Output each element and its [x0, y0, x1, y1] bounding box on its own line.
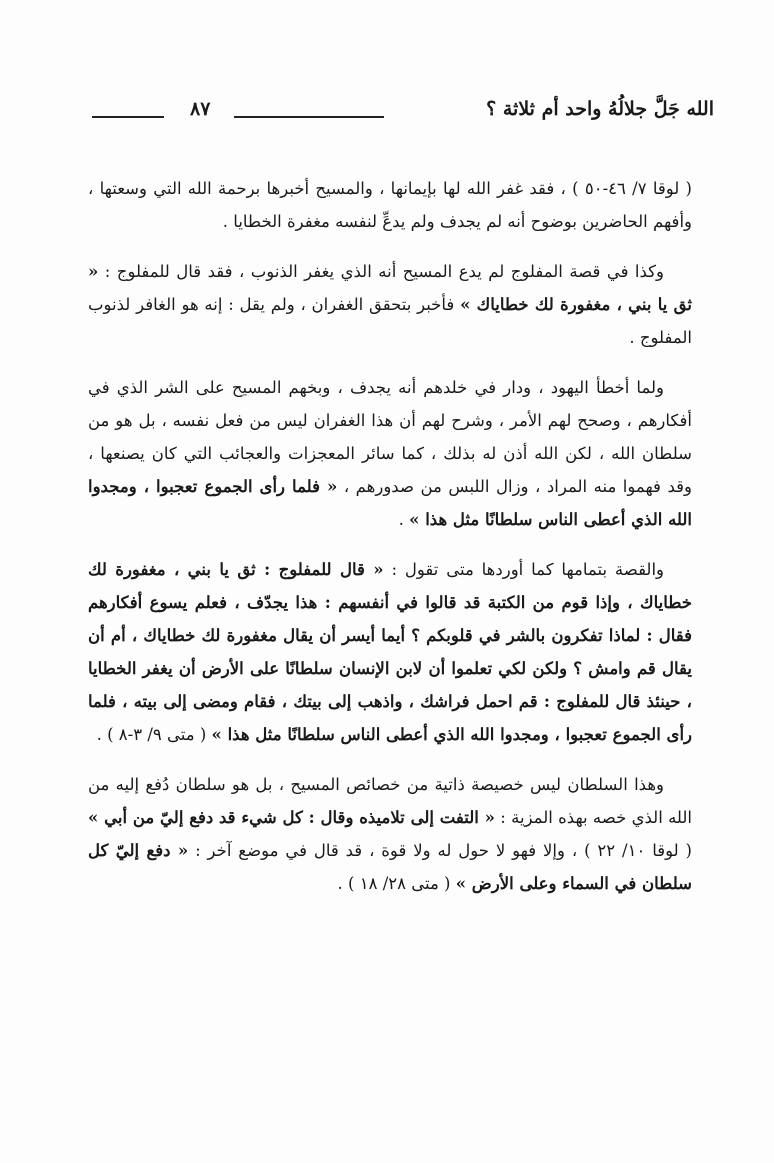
header-rule — [92, 116, 164, 118]
text-segment: والقصة بتمامها كما أوردها متى تقول : — [383, 560, 664, 579]
header-title: الله جَلَّ جلالُهُ واحد أم ثلاثة ؟ — [486, 98, 714, 120]
text-segment: ( متى ٩/ ٣-٨ ) . — [96, 725, 212, 744]
quote-segment: « فلما رأى الجموع تعجبوا ، ومجدوا الله الذي أعطى الناس سلطانًا مثل هذا » — [88, 477, 692, 529]
text-segment: ( لوقا ٧/ ٤٦-٥٠ ) ، فقد غفر الله لها بإيمانها ، والمسيح أخبرها برحمة الله التي وسعتها ، وأفهم الحاضرين بوضوح أنه لم يجدف ولم يدعِّ لنفسه مغفرة الخطايا . — [88, 179, 692, 231]
page-number: ٨٧ — [190, 98, 211, 120]
paragraph — [88, 768, 692, 900]
text-segment: ( لوقا ١٠/ ٢٢ ) ، وإلا فهو لا حول له ولا قوة ، قد قال في موضع آخر : — [188, 841, 692, 860]
quote-segment: « قال للمفلوج : ثق يا بني ، مغفورة لك خطاياك ، وإذا قوم من الكتبة قد قالوا في أنفسهم : هذا يجدّف ، فعلم يسوع أفكارهم فقال : لماذا تفكرون بالشر في قلوبكم ؟ أيما أيسر أن يقال مغفورة لك خطاياك ، أم أن يقال قم وامش ؟ ولكن لكي تعلموا أن لابن الإنسان سلطانًا على الأرض أن يغفر الخطايا ، حينئذ قال للمفلوج : قم احمل فراشك ، واذهب إلى بيتك ، فقام ومضى إلى بيته ، فلما رأى الجموع تعجبوا ، ومجدوا الله الذي أعطى الناس سلطانًا مثل هذا » — [88, 560, 692, 744]
paragraph — [88, 553, 692, 751]
paragraph — [88, 255, 692, 354]
body-text — [88, 172, 692, 917]
paragraph — [88, 371, 692, 536]
quote-segment: « دفع إليّ كل سلطان في السماء وعلى الأرض » — [88, 841, 692, 893]
text-segment: فأخبر بتحقق الغفران ، ولم يقل : إنه هو الغافر لذنوب المفلوج . — [88, 295, 692, 347]
quote-segment: « التفت إلى تلاميذه وقال : كل شيء قد دفع إليّ من أبي » — [88, 808, 495, 827]
text-segment: . — [398, 510, 410, 529]
text-segment: وكذا في قصة المفلوج لم يدع المسيح أنه الذي يغفر الذنوب ، فقد قال للمفلوج : — [98, 262, 664, 281]
text-segment: ولما أخطأ اليهود ، ودار في خلدهم أنه يجدف ، وبخهم المسيح على الشر الذي في أفكارهم ، وصحح لهم الأمر ، وشرح لهم أن هذا الغفران ليس من فعل نفسه ، بل هو من سلطان الله ، لكن الله أذن له بذلك ، كما سائر المعجزات والعجائب التي كان يصنعها ، وقد فهموا منه المراد ، وزال اللبس من صدورهم ، — [88, 378, 692, 496]
text-segment: ( متى ٢٨/ ١٨ ) . — [337, 874, 456, 893]
running-header — [80, 96, 714, 136]
header-rule — [234, 116, 384, 118]
text-segment: وهذا السلطان ليس خصيصة ذاتية من خصائص المسيح ، بل هو سلطان دُفع إليه من الله الذي خصه بهذه المزية : — [88, 775, 692, 827]
quote-segment: « ثق يا بني ، مغفورة لك خطاياك » — [88, 262, 692, 314]
paragraph — [88, 172, 692, 238]
